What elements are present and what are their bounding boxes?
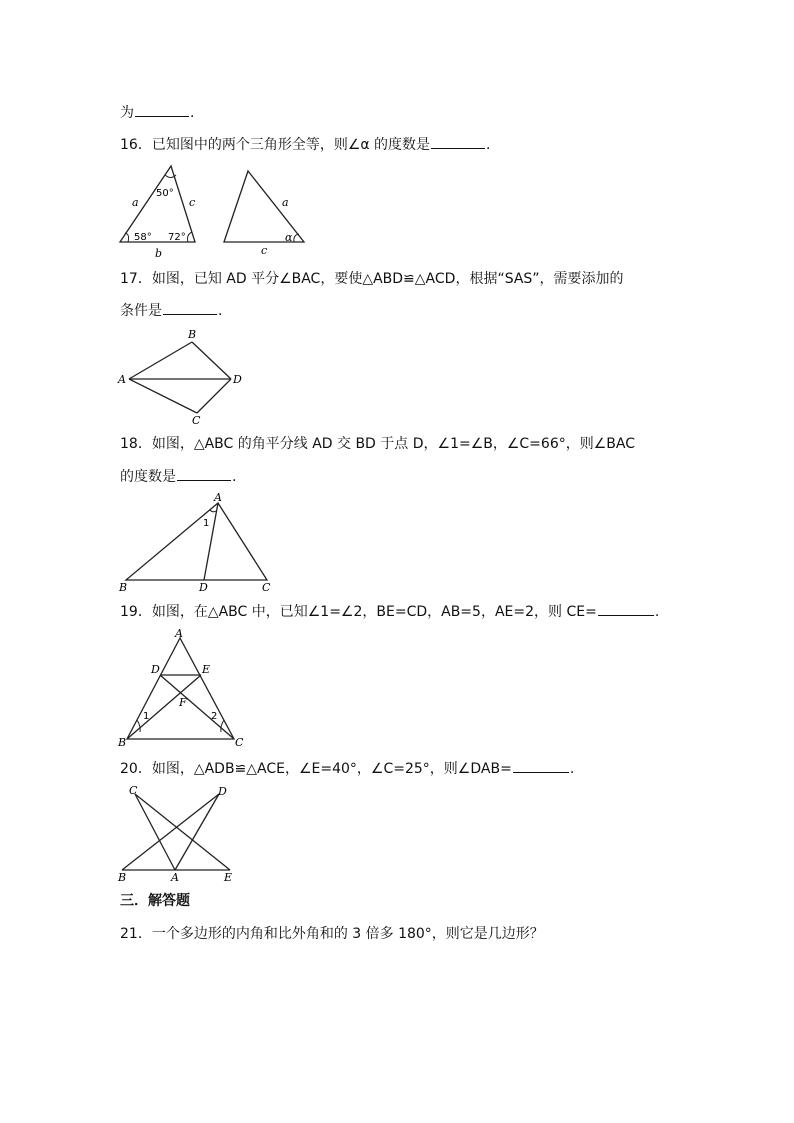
fig18-segment-ad xyxy=(204,503,218,580)
fig17-segment-ab xyxy=(129,342,192,379)
fig16-left-right-arc xyxy=(188,232,193,242)
fig19-triangle-abc xyxy=(127,638,234,739)
fig20-label-e: E xyxy=(224,871,233,884)
fig16-label-a-left: a xyxy=(132,196,139,209)
q16-answer-blank[interactable] xyxy=(431,134,485,149)
q18-text-2: 的度数是 xyxy=(120,469,176,485)
section-3-title-text: 三．解答题 xyxy=(120,893,190,909)
fig18-label-a: A xyxy=(214,491,222,504)
q17-answer-blank[interactable] xyxy=(163,300,217,315)
q18-text-1: 18．如图，△ABC 的角平分线 AD 交 BD 于点 D，∠1=∠B，∠C=66°，则∠BAC xyxy=(120,436,635,452)
q18-answer-blank[interactable] xyxy=(177,466,231,481)
q17-line-1 xyxy=(120,269,624,289)
fig19-segment-be xyxy=(127,675,201,739)
q19-text: 19．如图，在△ABC 中，已知∠1=∠2，BE=CD，AB=5，AE=2，则 CE= xyxy=(120,604,597,620)
fig16-label-b-left: b xyxy=(155,247,163,260)
fig19-segment-cd xyxy=(160,675,234,739)
fig17-label-a: A xyxy=(118,373,126,386)
fig17-segment-cd xyxy=(197,379,231,413)
q15-answer-blank[interactable] xyxy=(135,102,189,117)
section-3-title xyxy=(120,891,190,911)
figure-20 xyxy=(118,784,248,884)
fig16-label-c-right: c xyxy=(261,244,268,257)
fig18-angle-1-arc xyxy=(210,510,216,512)
fig16-angle-58: 58° xyxy=(134,232,152,243)
fig20-segment-ce xyxy=(135,794,230,870)
fig19-label-e: E xyxy=(202,663,211,676)
fig16-label-c-left: c xyxy=(189,196,196,209)
fig16-label-a-right: a xyxy=(282,196,289,209)
fig18-label-d: D xyxy=(199,581,208,594)
q15-period: . xyxy=(190,105,195,121)
figure-18 xyxy=(118,492,278,596)
fig19-label-b: B xyxy=(118,736,127,749)
q17-period: . xyxy=(218,303,223,319)
fig18-label-b: B xyxy=(119,581,128,594)
fig17-label-c: C xyxy=(192,414,201,427)
fig19-angle-2-label: 2 xyxy=(211,711,218,722)
q16-line xyxy=(120,134,491,155)
fig17-segment-bd xyxy=(192,342,231,379)
q16-period: . xyxy=(486,137,491,153)
q17-text-2: 条件是 xyxy=(120,303,162,319)
q15-tail-text: 为 xyxy=(120,105,134,121)
q19-line xyxy=(120,601,659,622)
fig20-label-a: A xyxy=(171,871,179,884)
fig20-segment-db xyxy=(122,794,219,870)
q18-line-2 xyxy=(120,466,236,487)
figure-19 xyxy=(118,628,258,750)
fig20-label-c: C xyxy=(129,784,138,797)
q20-period: . xyxy=(569,761,575,777)
fig17-label-d: D xyxy=(233,373,242,386)
q18-line-1 xyxy=(120,434,635,454)
fig20-segment-ca xyxy=(135,794,175,870)
q20-line xyxy=(120,758,574,779)
q20-text: 20．如图，△ADB≌△ACE，∠E=40°，∠C=25°，则∠DAB= xyxy=(120,761,512,777)
fig18-angle-1-label: 1 xyxy=(203,518,210,529)
q15-tail-line xyxy=(120,102,194,123)
q19-answer-blank[interactable] xyxy=(598,601,654,616)
fig16-angle-72: 72° xyxy=(168,232,186,243)
q17-line-2 xyxy=(120,300,222,321)
fig19-angle-1-label: 1 xyxy=(143,711,150,722)
fig19-label-f: F xyxy=(179,696,187,709)
q17-text-1: 17．如图，已知 AD 平分∠BAC，要使△ABD≌△ACD，根据“SAS”，需要添加的 xyxy=(120,271,624,287)
figure-16 xyxy=(118,160,318,260)
figure-17 xyxy=(118,326,248,426)
fig19-label-a: A xyxy=(175,627,183,640)
fig19-label-d: D xyxy=(151,663,160,676)
fig20-label-b: B xyxy=(118,871,127,884)
fig17-label-b: B xyxy=(188,328,197,341)
q16-text: 16．已知图中的两个三角形全等，则∠α 的度数是 xyxy=(120,137,431,153)
q18-period: . xyxy=(232,469,237,485)
fig18-label-c: C xyxy=(262,581,271,594)
fig18-triangle-abc xyxy=(126,503,267,580)
q20-answer-blank[interactable] xyxy=(513,758,569,773)
fig17-segment-ac xyxy=(129,379,197,413)
q19-period: . xyxy=(654,604,660,620)
q21-line xyxy=(120,924,544,944)
fig16-label-alpha: α xyxy=(285,231,293,244)
fig19-label-c: C xyxy=(235,736,244,749)
q21-text: 21．一个多边形的内角和比外角和的 3 倍多 180°，则它是几边形？ xyxy=(120,926,544,942)
fig20-label-d: D xyxy=(218,785,227,798)
fig16-angle-50: 50° xyxy=(156,188,174,199)
